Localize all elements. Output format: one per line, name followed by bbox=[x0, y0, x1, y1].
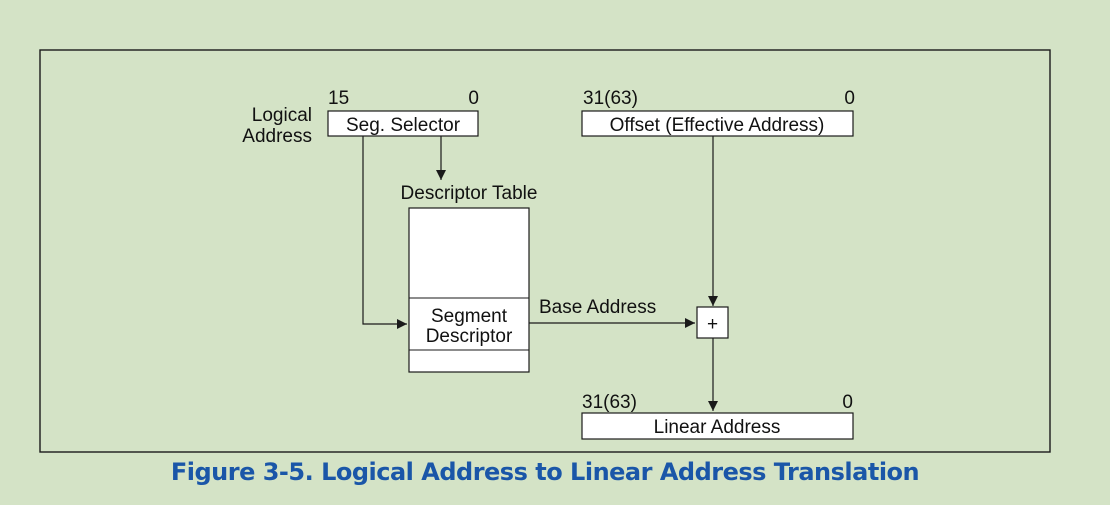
descriptor-table bbox=[409, 208, 529, 372]
offset-label: Offset (Effective Address) bbox=[609, 115, 825, 136]
selector-low-bit: 0 bbox=[468, 88, 479, 109]
segment-selector-label: Seg. Selector bbox=[345, 115, 461, 136]
selector-to-descriptor-arrow bbox=[363, 136, 407, 324]
linear-low-bit: 0 bbox=[842, 392, 853, 413]
linear-high-bit: 31(63) bbox=[582, 392, 637, 413]
logical-address-label-line2: Address bbox=[242, 126, 312, 147]
offset-low-bit: 0 bbox=[844, 88, 855, 109]
figure-caption: Figure 3-5. Logical Address to Linear Address Translation bbox=[170, 458, 920, 486]
logical-address-label-line1: Logical bbox=[251, 105, 312, 126]
segment-descriptor-label-line1: Segment bbox=[430, 306, 508, 327]
descriptor-table-title: Descriptor Table bbox=[400, 183, 538, 204]
selector-high-bit: 15 bbox=[328, 88, 350, 109]
base-address-label: Base Address bbox=[539, 297, 657, 318]
linear-address-label: Linear Address bbox=[653, 417, 781, 438]
offset-high-bit: 31(63) bbox=[583, 88, 638, 109]
plus-icon: + bbox=[706, 314, 719, 335]
figure-frame bbox=[40, 50, 1050, 452]
segment-descriptor-label-line2: Descriptor bbox=[425, 326, 513, 347]
